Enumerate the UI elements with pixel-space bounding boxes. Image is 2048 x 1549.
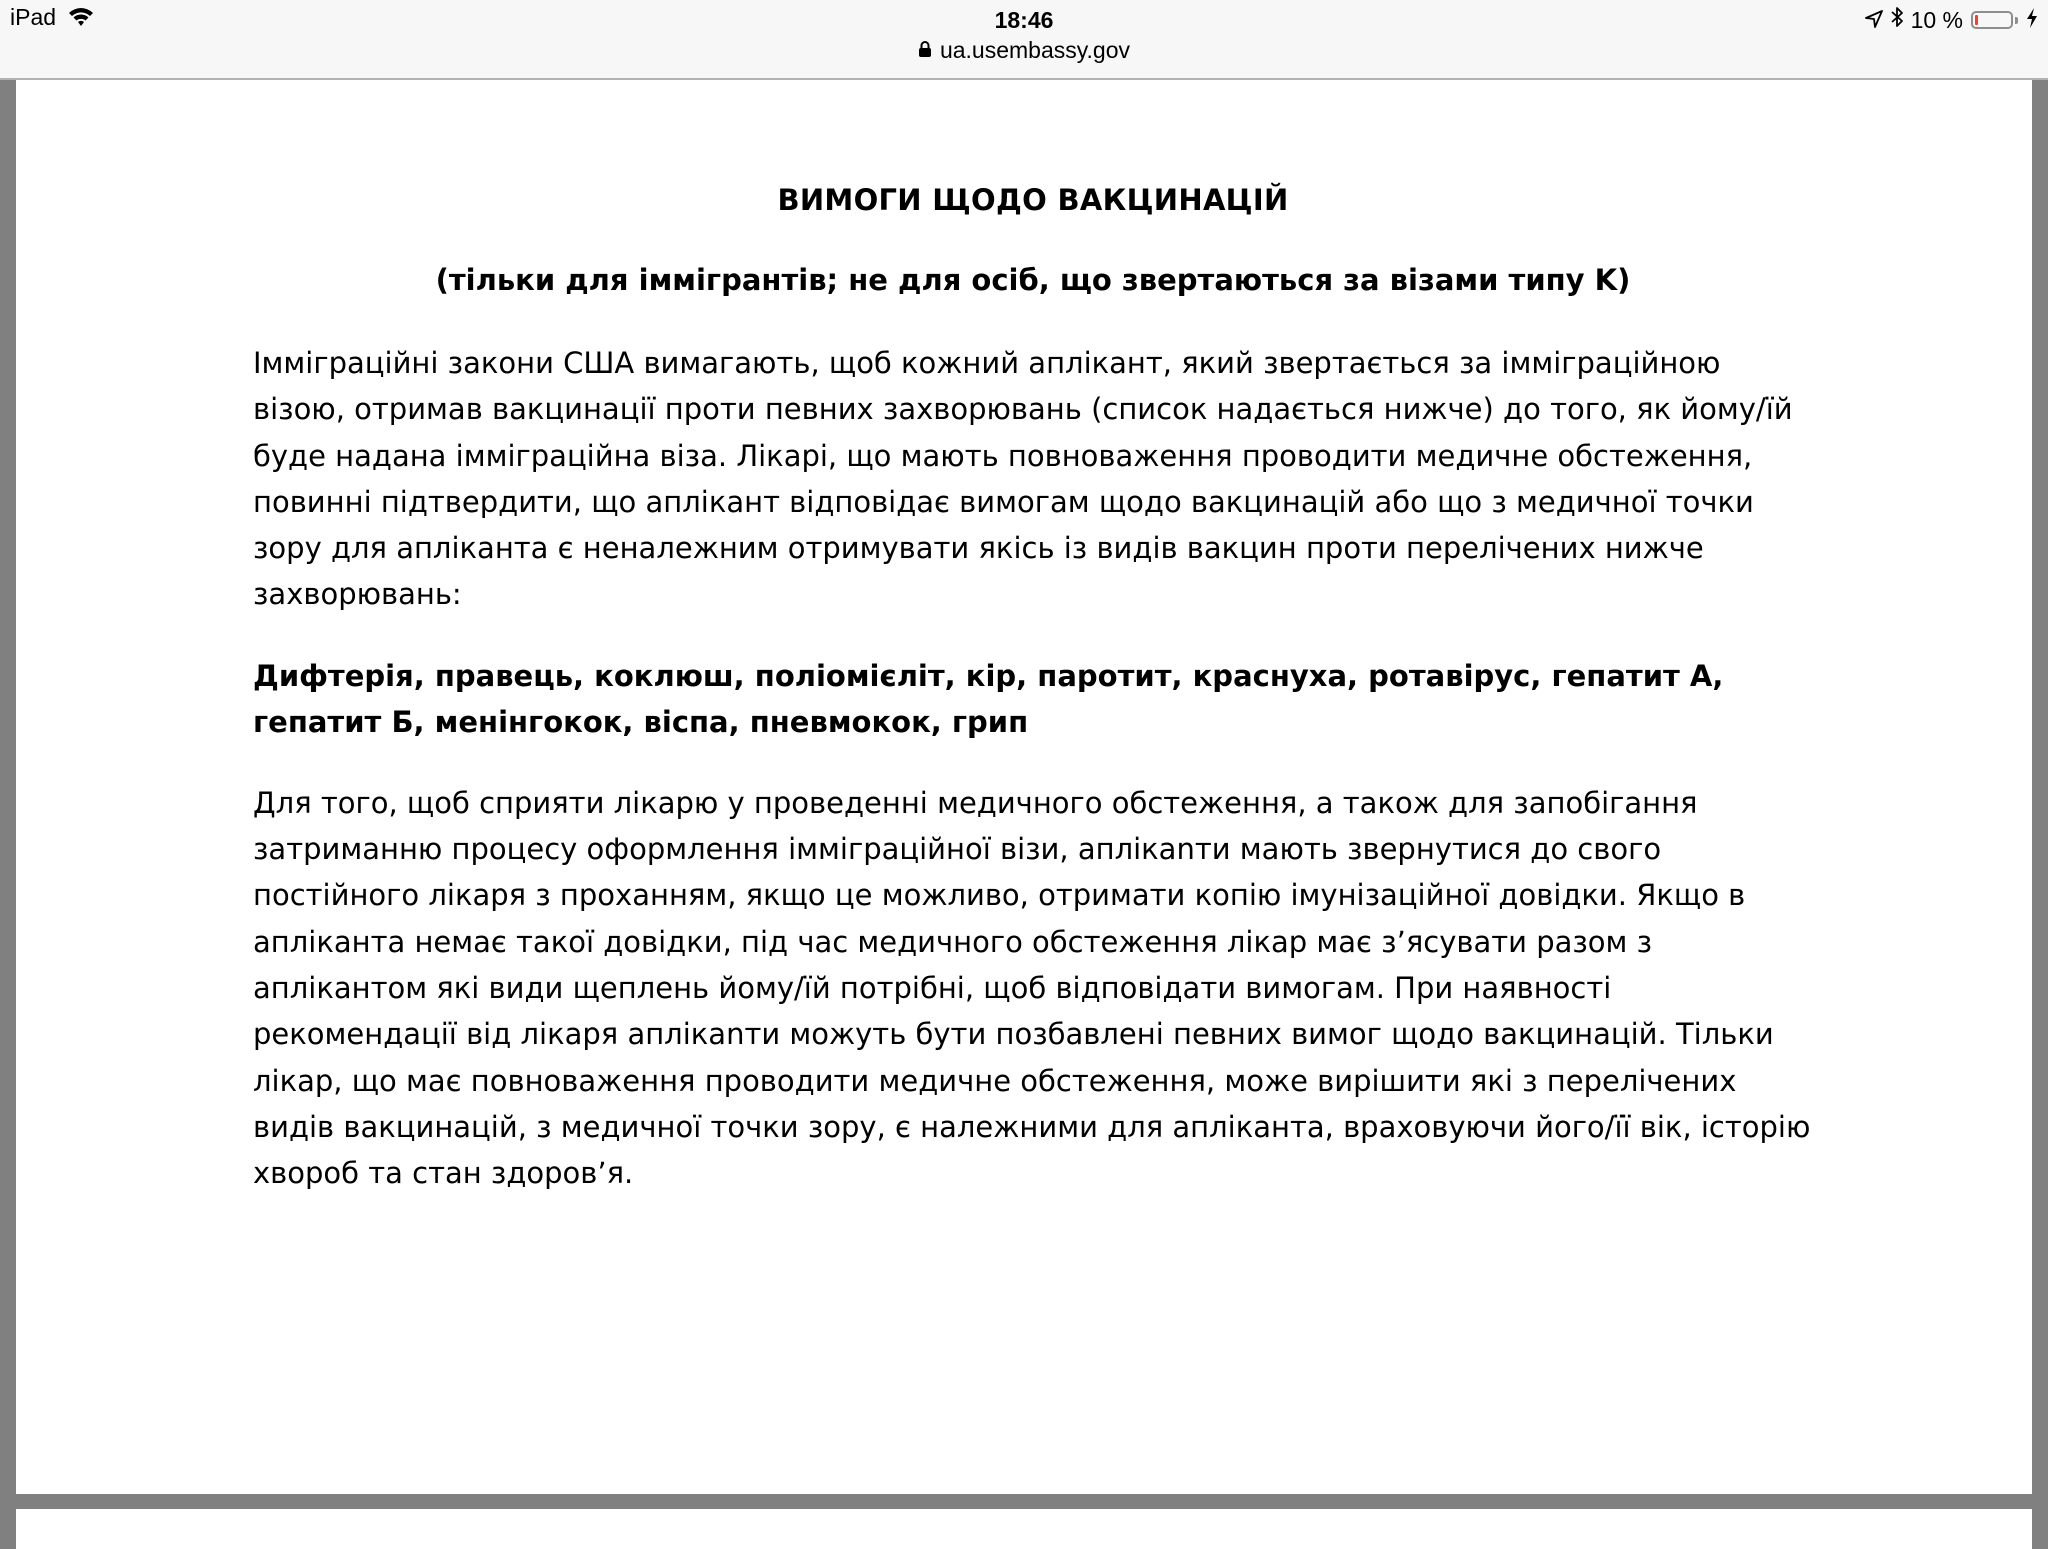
bluetooth-icon [1891,6,1903,34]
disease-list: Дифтерія, правець, коклюш, поліомієліт, кір, паротит, краснуха, ротавірус, гепатит А, гепатит Б, менінгокок, віспа, пневмокок, грип [253,658,1724,739]
battery-nub [2015,17,2018,24]
lock-icon [918,36,932,64]
clock: 18:46 [994,7,1054,33]
url-text[interactable]: ua.usembassy.gov [939,37,1131,63]
status-center [0,4,2048,64]
battery-percentage: 10 % [1910,6,1963,33]
address-bar[interactable] [918,36,1130,64]
status-bar [0,0,2048,80]
location-arrow-icon [1865,7,1883,34]
document-title: ВИМОГИ ЩОДО ВАКЦИНАЦІЙ [777,183,1289,217]
document-page [16,80,2032,1494]
charging-bolt-icon [2026,7,2038,34]
document-content [253,180,1813,1231]
battery-level [1975,15,1978,25]
intro-paragraph: Імміграційні закони США вимагають, щоб кожний аплікант, який звертається за імміграційною візою, отримав вакцинації проти певних захворювань (список надається нижче) до того, як йому/їй буде надана імміграційна віза. Лікарі, що мають повноваження проводити медичне обстеження, повинні підтвердити, що аплікант відповідає вимогам щодо вакцинацій або що з медичної точки зору для апліканта є неналежним отримувати якісь із видів вакцин проти перелічених нижче захворювань: [253,346,1793,612]
battery-icon [1971,11,2013,29]
status-right [1865,6,2038,34]
guidance-paragraph: Для того, щоб сприяти лікарю у проведенні медичного обстеження, а також для запобігання затриманню процесу оформлення імміграційної візи, аплікanти мають звернутися до свого постійного лікаря з проханням, якщо це можливо, отримати копію імунізаційної довідки. Якщо в апліканта немає такої довідки, під час медичного обстеження лікар має з’ясувати разом з аплікантом які види щеплень йому/їй потрібні, щоб відповідати вимогам. При наявності рекомендації від лікаря аплікanти можуть бути позбавлені певних вимог щодо вакцинацій. Тільки лікар, що має повноваження проводити медичне обстеження, може вирішити які з перелічених видів вакцинацій, з медичної точки зору, є належними для апліканта, враховуючи його/її вік, історію хвороб та стан здоров’я. [253,785,1811,1191]
document-subtitle: (тільки для іммігрантів; не для осіб, що звертаються за візами типу K) [435,263,1631,297]
next-document-page [16,1509,2032,1549]
device-name: iPad [10,4,57,30]
